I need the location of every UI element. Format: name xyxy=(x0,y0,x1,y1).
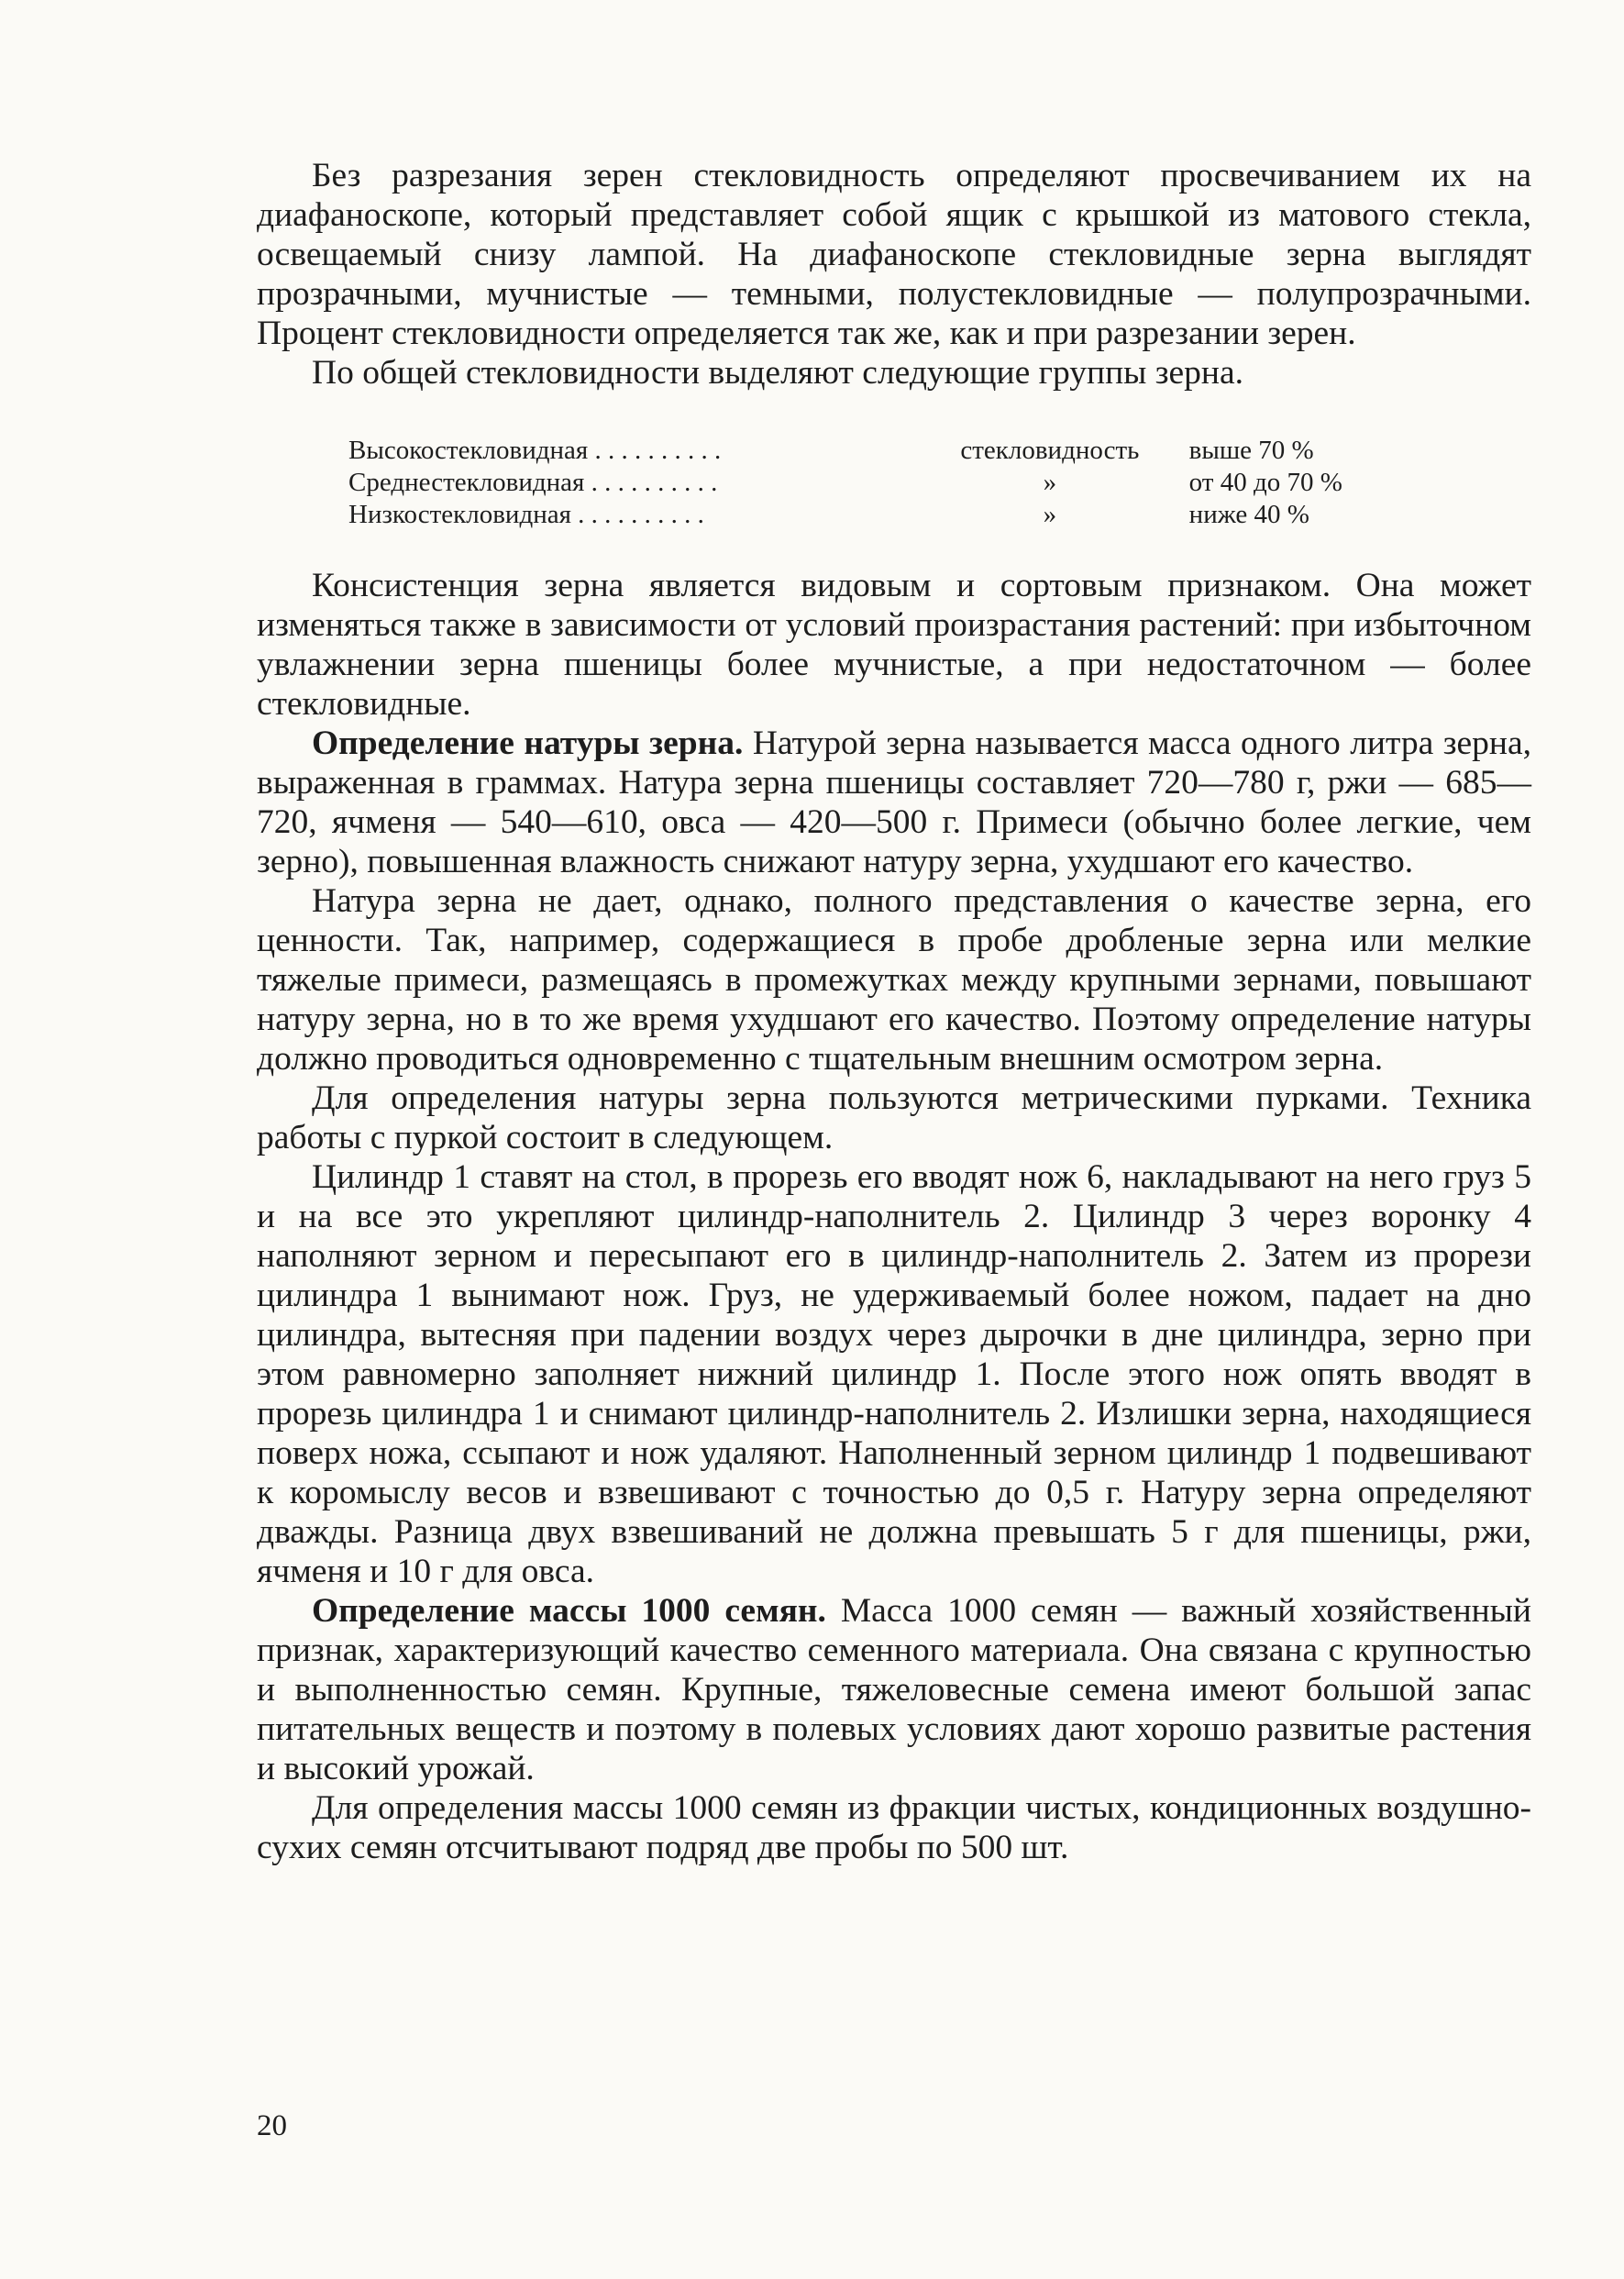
group-value: ниже 40 % xyxy=(1188,500,1309,529)
table-row xyxy=(348,499,1421,531)
group-property: » xyxy=(1043,500,1057,529)
vitreousness-groups-table xyxy=(348,435,1421,531)
paragraph-purka-intro: Для определения натуры зерна пользуются метрическими пурками. Техника работы с пуркой состоит в следующем. xyxy=(257,1079,1531,1156)
page-number: 20 xyxy=(257,2109,287,2142)
paragraph-test-weight-limits: Натура зерна не дает, однако, полного представления о качестве зерна, его ценности. Так, например, содержащиеся в пробе дробленые зерна или мелкие тяжелые примеси, размещаясь в промежутках между крупными зернами, повышают натуру зерна, но в то же время ухудшают его качество. Поэтому определение натуры должно проводиться одновременно с тщательным внешним осмотром зерна. xyxy=(257,882,1531,1078)
paragraph-groups-intro: По общей стекловидности выделяют следующие группы зерна. xyxy=(312,354,1244,392)
group-property: » xyxy=(1043,468,1057,497)
paragraph-test-weight-body: Натурой зерна называется масса одного литра зерна, выраженная в граммах. Натура зерна пшеницы составляет 720—780 г, ржи — 685—720, ячменя — 540—610, овса — 420—500 г. Примеси (обычно более легкие, чем зерно), повышенная влажность снижают натуру зерна, ухудшают его качество. xyxy=(257,725,1531,880)
group-name: Низкостекловидная . . . . . . . . . . xyxy=(348,500,704,529)
paragraph-diaphanoscope: Без разрезания зерен стекловидность определяют просвечиванием их на диафаноскопе, который представляет собой ящик с крышкой из матового стекла, освещаемый снизу лампой. На диафаноскопе стекловидные зерна выглядят прозрачными, мучнистые — темными, полустекловидные — полупрозрачными. Процент стекловидности определяется так же, как и при разрезании зерен. xyxy=(257,157,1531,352)
paragraph-thousand-seeds xyxy=(257,1591,1531,1788)
group-name: Высокостекловидная . . . . . . . . . . xyxy=(348,436,722,465)
section-heading-test-weight: Определение натуры зерна. xyxy=(312,725,744,762)
paragraph-thousand-seeds-body: Масса 1000 семян — важный хозяйственный признак, характеризующий качество семенного материала. Она связана с крупностью и выполненностью семян. Крупные, тяжеловесные семена имеют большой запас питательных веществ и поэтому в полевых условиях дают хорошо развитые растения и высокий урожай. xyxy=(257,1592,1531,1787)
paragraph-purka-procedure: Цилиндр 1 ставят на стол, в прорезь его вводят нож 6, накладывают на него груз 5 и на все это укрепляют цилиндр-наполнитель 2. Цилиндр 3 через воронку 4 наполняют зерном и пересыпают его в цилиндр-наполнитель 2. Затем из прорези цилиндра 1 вынимают нож. Груз, не удерживаемый более ножом, падает на дно цилиндра, вытесняя при падении воздух через дырочки в дне цилиндра, зерно при этом равномерно заполняет нижний цилиндр 1. После этого нож опять вводят в прорезь цилиндра 1 и снимают цилиндр-наполнитель 2. Излишки зерна, находящиеся поверх ножа, ссыпают и нож удаляют. Наполненный зерном цилиндр 1 подвешивают к коромыслу весов и взвешивают с точностью до 0,5 г. Натуру зерна определяют дважды. Разница двух взвешиваний не должна превышать 5 г для пшеницы, ржи, ячменя и 10 г для овса. xyxy=(257,1158,1531,1590)
paragraph-consistency: Консистенция зерна является видовым и сортовым признаком. Она может изменяться также в зависимости от условий произрастания растений: при избыточном увлажнении зерна пшеницы более мучнистые, а при недостаточном — более стекловидные. xyxy=(257,567,1531,723)
group-value: от 40 до 70 % xyxy=(1188,468,1342,497)
paragraph-thousand-seeds-method: Для определения массы 1000 семян из фракции чистых, кондиционных воздушно-сухих семян отсчитывают подряд две пробы по 500 шт. xyxy=(257,1789,1531,1866)
table-row xyxy=(348,435,1421,467)
page-content xyxy=(257,156,1531,1867)
table-row xyxy=(348,467,1421,499)
section-heading-thousand-seeds: Определение массы 1000 семян. xyxy=(312,1592,826,1630)
group-value: выше 70 % xyxy=(1188,436,1314,465)
paragraph-test-weight xyxy=(257,724,1531,881)
group-property: стекловидность xyxy=(960,436,1140,465)
group-name: Среднестекловидная . . . . . . . . . . xyxy=(348,468,718,497)
